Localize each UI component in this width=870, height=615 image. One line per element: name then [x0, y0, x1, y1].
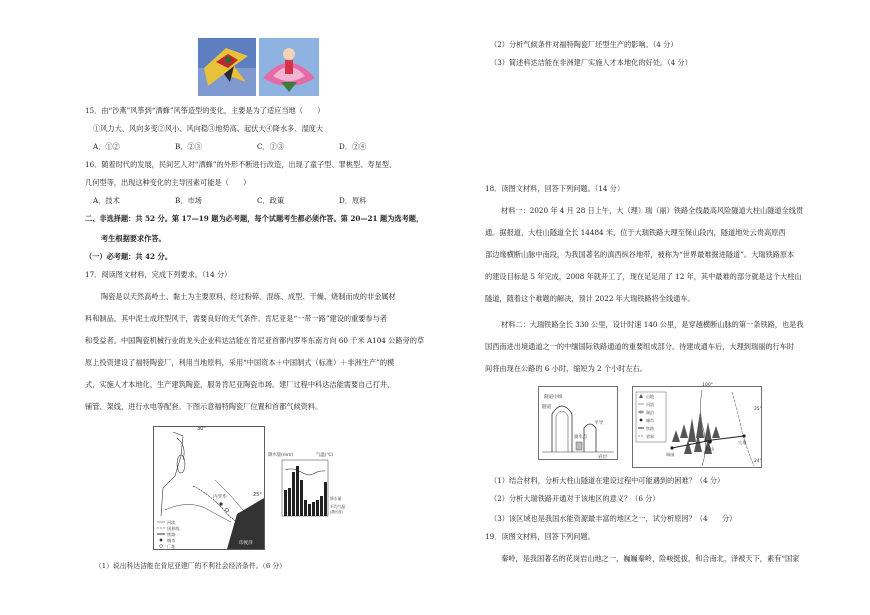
section2-sub: （一）必考题：共 42 分。: [85, 252, 172, 261]
q16-stem-2: 几何型等，出现这种变化的主导因素可能是（ ）: [85, 178, 251, 187]
map-legend-railway: 铁路: [167, 532, 176, 537]
climate-legend-precip: 降水量: [330, 496, 342, 501]
map-legend-city: 城市: [167, 538, 176, 543]
q18-m1-2: 通。据报道，大柱山隧道全长 14484 米，位于大瑞铁路大理至保山段内，隧道地处云贵高原西: [485, 228, 786, 237]
q17-para-4: 原上投资建设了福特陶瓷厂，利用当地原料，采用“中国资本＋中国制式（标准）＋非洲生产”的模: [85, 358, 395, 367]
map-legend-river: 河流: [167, 520, 176, 525]
climate-legend-note: (摄氏度): [330, 510, 343, 514]
map-sea-label: 印度洋: [239, 541, 253, 546]
region-city-ruili: 瑞丽: [666, 452, 675, 457]
q19-stem: 19．读图文材料，回答下列问题。: [485, 532, 595, 541]
q18-m2-2: 国西南进出境通道之一的中缅国际铁路通道的重要组成部分。待建成通车后，大理到瑞丽的行车时: [485, 342, 795, 351]
region-legend-province: 省界: [646, 434, 654, 439]
region-legend-city: 城市: [646, 418, 654, 423]
q18-m1-5: 隧道，随着这个难题的解决，预计 2022 年大瑞铁路将全线通车。: [485, 294, 695, 303]
map-lon-label: 25°: [253, 492, 262, 498]
tunnel-section-figure: [538, 386, 618, 460]
q18-m2-3: 间将由现在公路的 6 小时，缩短为 2 个小时左右。: [485, 364, 648, 373]
q17-sub-1: （1）说出科达洁能在肯尼亚建厂的不利社会经济条件。（6 分）: [95, 562, 286, 570]
q18-sub-3: （3）该区域也是我国水能资源最丰富的地区之一，试分析原因？（4 分）: [490, 514, 737, 523]
q15-option-a: A．①②: [93, 142, 120, 151]
right-column: [480, 0, 830, 615]
q17-sub-2: （2）分析气候条件对福特陶瓷厂坯型生产的影响。（4 分）: [490, 40, 678, 49]
q16-option-d: D．原料: [339, 196, 367, 205]
q17-stem: 17．阅读图文材料，完成下列要求。（14 分）: [85, 270, 232, 279]
region-lat-label-1: 25°: [754, 407, 762, 412]
kenya-map-figure: [153, 426, 265, 550]
q17-sub-3: （3）简述科达洁能在非洲建厂实施人才本地化的好处。（4 分）: [490, 58, 692, 67]
kite-image-1: [198, 38, 256, 96]
section2-line-1: 二、非选择题：共 52 分。第 17—19 题为必考题，每个试题考生都必须作答。第 20—21 题为选考题，: [85, 214, 424, 223]
q18-m1-3: 部边缘横断山脉中南段，为我国著名的滇西纵谷地带，被称为“世界最难掘进隧道”。大瑞铁路原本: [485, 250, 795, 259]
map-lat-label: 30°: [197, 426, 206, 432]
q18-m2-1: 材料二：大瑞铁路全长 330 公里，设计时速 140 公里，是穿越横断山脉的第一条铁路，也是我: [501, 320, 804, 329]
region-lat-label-2: 24°: [754, 459, 762, 464]
q15-option-d: D．②④: [339, 142, 367, 151]
region-legend-mountain: 山地: [646, 394, 654, 399]
q18-m1-1: 材料一：2020 年 4 月 28 日上午，大（理）瑞（丽）铁路全线最高风险隧道大柱山隧道全线贯: [501, 206, 804, 215]
q18-sub-1: （1）结合材料，分析大柱山隧道在建设过程中可能遇到的困难？（4 分）: [490, 476, 725, 485]
tunnel-label-tunnel: 隧道: [542, 405, 552, 410]
map-legend-border: 国界线: [167, 526, 180, 531]
kite-image-2: [259, 38, 319, 96]
q15-stem: 15．由“沙燕”风筝到“洒蜂”风筝造型的变化，主要是为了适应当地（ ）: [85, 106, 325, 115]
tunnel-label-pilot: 平导: [594, 421, 604, 426]
region-legend-river: 河流: [646, 402, 654, 407]
q18-stem: 18．读图文材料，回答下列问题。（14 分）: [485, 184, 625, 193]
tunnel-label-water: 涌水点: [574, 435, 588, 440]
region-legend-railway: 铁路: [646, 426, 654, 431]
q15-option-b: B．②③: [175, 142, 202, 151]
climate-left-axis-title: 降水量(mm): [268, 453, 294, 458]
q19-para: 秦岭，是我国著名的花岗岩山地之一，巍巍秦岭，险峻挺拔，和合南北，泽被天下，素有“国家: [501, 554, 800, 563]
q16-option-b: B．市场: [175, 196, 202, 205]
tunnel-label-centerline: 隧道中线: [544, 395, 563, 400]
q17-para-2: 料和制品，其中泥土成坯型风干，需要良好的天气条件。肯尼亚是“一带一路”建设的重要参与者: [85, 314, 388, 323]
section2-line-2: 考生根据要求作答。: [101, 234, 166, 243]
region-legend: [636, 392, 666, 442]
region-city-baoshan: 保山: [706, 446, 715, 451]
q17-para-3: 和受益者。中国陶瓷机械行业的龙头企业科达洁能在肯尼亚首都内罗毕东南方向 60 千米 A104 公路旁的草: [85, 336, 425, 345]
railway-region-map: [632, 382, 762, 468]
q16-option-a: A．技术: [93, 196, 120, 205]
region-city-dali: 大理: [738, 440, 747, 445]
map-legend-factory: 厂址: [167, 544, 176, 549]
climate-temp-line: [285, 469, 325, 475]
q16-option-c: C．政策: [257, 196, 285, 205]
q18-m1-4: 的建设目标是 5 年完成，2008 年就开工了，现在足足用了 12 年，其中最难的部分就是这个大柱山: [485, 272, 802, 281]
q15-conditions: ①风力大、风向多变②风小、风向稳③地势高、起伏大④降水多、湿度大: [93, 124, 324, 133]
q17-para-5: 式，实施人才本地化，生产建筑陶瓷，服务肯尼亚陶瓷市场。建厂过程中科达洁能需要自己打井、: [85, 380, 395, 389]
q17-para-1: 陶瓷是以天然高岭土、黏土为主要原料，经过粉碎、混练、成型、干燥、烧制而成的非金属材: [101, 292, 396, 301]
climate-chart: [268, 450, 348, 528]
climate-right-axis-title: 气温(℃): [316, 453, 334, 458]
region-lon-label: 100°: [702, 383, 714, 388]
map-city-label: 内罗毕: [213, 495, 227, 500]
climate-legend-temp: 平均气温: [330, 504, 346, 509]
q18-sub-2: （2）分析大瑞铁路开通对于该地区的意义？（6 分）: [490, 494, 660, 503]
region-legend-lake: 湖泊: [646, 410, 654, 415]
q15-option-c: C．①③: [257, 142, 285, 151]
left-column: [85, 0, 425, 615]
q16-stem-1: 16．随着时代的发展，民间艺人对“洒蜂”的外形不断进行改造，出现了童子型、罪桃型、寿星型、: [85, 160, 397, 169]
climate-bars: [284, 466, 327, 516]
q17-para-6: 铺管、架线，进行水电等配套。下图示意福特陶瓷厂位置和首都气候资料。: [85, 402, 323, 411]
tunnel-label-rock: 岩层: [598, 455, 608, 460]
